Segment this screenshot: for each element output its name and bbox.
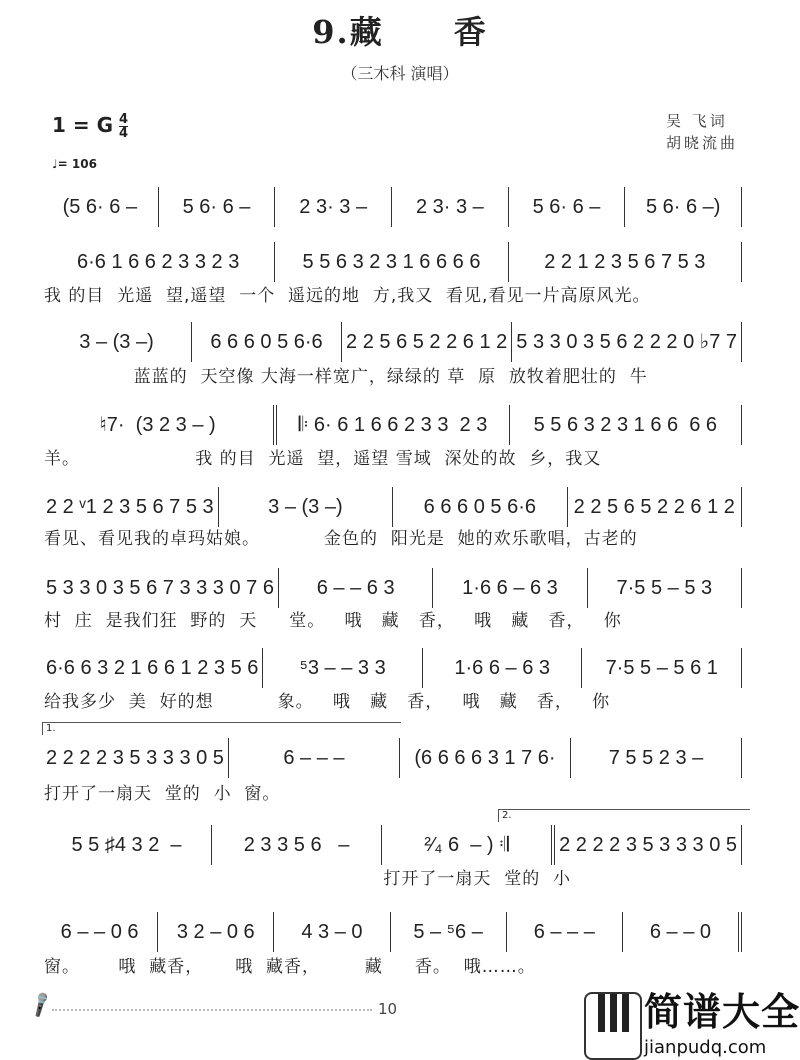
lyrics-line: 村 庄 是我们狂 野的 天 堂。 哦 藏 香， 哦 藏 香， 你 (44, 611, 622, 631)
measure: 5 5 6 3 2 3 1 6 6 6 6 (510, 405, 742, 445)
lyricist: 吴 飞词 (665, 112, 728, 130)
measure: 5 6· 6 – (509, 187, 626, 227)
measure: 6 – – – (229, 738, 400, 778)
measure: 5 5 ♯4 3 2 – (42, 825, 212, 865)
credits (666, 110, 738, 154)
footer-divider (52, 1009, 372, 1011)
measure: 2 2 ᵛ1 2 3 5 6 7 5 3 (42, 487, 219, 527)
staff-row (42, 738, 742, 778)
measure: 5 3 3 0 3 5 6 7 3 3 3 0 7 6 (42, 568, 279, 608)
measure: 5 3 3 0 3 5 6 2 2 2 0 ♭7 7 (512, 322, 742, 362)
measure: 7·5 5 – 5 6 1 (582, 648, 742, 688)
singer-credit: （三木科 演唱） (341, 64, 459, 83)
measure: 4 3 – 0 (274, 912, 390, 952)
measure: 6 6 6 0 5 6·6 (393, 487, 567, 527)
lyrics-line: 蓝蓝的 天空像 大海一样宽广，绿绿的 草 原 放牧着肥壮的 牛 (44, 367, 648, 387)
measure: 6 – – 0 6 (42, 912, 158, 952)
staff-row (42, 568, 742, 608)
lyrics-line: 看见、看见我的卓玛姑娘。 金色的 阳光是 她的欢乐歌唱，古老的 (44, 529, 638, 549)
measure: 6·6 1 6 6 2 3 3 2 3 (42, 242, 275, 282)
volta-bracket: 1. (42, 722, 401, 735)
watermark-url: jianpudq.com (644, 1037, 767, 1058)
measure: 6 – – 0 (623, 912, 742, 952)
lyrics-line: 打开了一扇天 堂的 小 窗。 (44, 784, 281, 804)
measure: 6·6 6 3 2 1 6 6 1 2 3 5 6 (42, 648, 263, 688)
measure: 2 3· 3 – (392, 187, 509, 227)
staff-row (42, 187, 742, 227)
time-top: 4 (119, 112, 129, 127)
piano-icon (584, 992, 642, 1060)
time-signature (119, 113, 128, 140)
measure: 2 2 5 6 5 2 2 6 1 2 (342, 322, 512, 362)
tempo-marking: ♩= 106 (52, 157, 97, 171)
time-bottom: 4 (119, 126, 129, 141)
measure: ²⁄₄ 6 – ) 𝄇 (382, 825, 555, 865)
measure: (6 6 6 6 3 1 7 6· (400, 738, 571, 778)
measure: (5 6· 6 – (42, 187, 159, 227)
lyrics-line: 给我多少 美 好的想 象。 哦 藏 香， 哦 藏 香， 你 (44, 692, 611, 712)
measure: ♮7· (3 2 3 – ) (42, 405, 277, 445)
composer: 胡晓流曲 (665, 134, 738, 152)
staff-row (42, 648, 742, 688)
measure: 6 – – – (507, 912, 623, 952)
measure: 3 – (3 –) (42, 322, 192, 362)
staff-row (42, 487, 742, 527)
measure: 5 6· 6 – (159, 187, 276, 227)
measure: 3 – (3 –) (219, 487, 393, 527)
staff-row (42, 825, 742, 865)
measure: 7·5 5 – 5 3 (588, 568, 742, 608)
measure: 2 2 2 2 3 5 3 3 3 0 5 (42, 738, 229, 778)
song-number: 9. (312, 13, 350, 51)
measure: 2 2 2 2 3 5 3 3 3 0 5 (555, 825, 742, 865)
key-signature (52, 110, 128, 140)
measure: 2 2 1 2 3 5 6 7 5 3 (509, 242, 742, 282)
microphone-icon: 🎤 (26, 990, 56, 1021)
measure: 2 2 5 6 5 2 2 6 1 2 (568, 487, 742, 527)
measure: 𝄆 6· 6 1 6 6 2 3 3 2 3 (277, 405, 509, 445)
title-char-2: 香 (453, 13, 488, 51)
title-char-1: 藏 (349, 13, 384, 51)
measure: 6 6 6 0 5 6·6 (192, 322, 342, 362)
key-label: 1 = G (52, 113, 114, 137)
measure: 6 – – 6 3 (279, 568, 433, 608)
watermark-logo (584, 992, 800, 1060)
volta-bracket: 2. (498, 809, 750, 822)
measure: 1·6 6 – 6 3 (433, 568, 587, 608)
measure: 3 2 – 0 6 (158, 912, 274, 952)
lyrics-line: 我 的目 光遥 望,遥望 一个 遥远的地 方,我又 看见,看见一片高原风光。 (44, 286, 651, 306)
measure: 5 6· 6 –) (625, 187, 742, 227)
measure: 5 5 6 3 2 3 1 6 6 6 6 (275, 242, 508, 282)
lyrics-line: 窗。 哦 藏香， 哦 藏香， 藏 香。 哦……。 (44, 957, 536, 977)
measure: 1·6 6 – 6 3 (423, 648, 583, 688)
staff-row (42, 912, 742, 952)
lyrics-line: 打开了一扇天 堂的 小 (44, 869, 572, 889)
page-number: 10 (378, 1000, 398, 1018)
measure: 7 5 5 2 3 – (571, 738, 742, 778)
measure: 5 – ⁵6 – (391, 912, 507, 952)
measure: ⁵3 – – 3 3 (263, 648, 423, 688)
staff-row (42, 405, 742, 445)
staff-row (42, 322, 742, 362)
watermark-brand: 简谱大全 (644, 990, 800, 1034)
measure: 2 3· 3 – (275, 187, 392, 227)
measure: 2 3 3 5 6 – (212, 825, 382, 865)
lyrics-line: 羊。 我 的目 光遥 望，遥望 雪域 深处的故 乡，我又 (44, 449, 602, 469)
staff-row (42, 242, 742, 282)
song-title (0, 12, 800, 52)
